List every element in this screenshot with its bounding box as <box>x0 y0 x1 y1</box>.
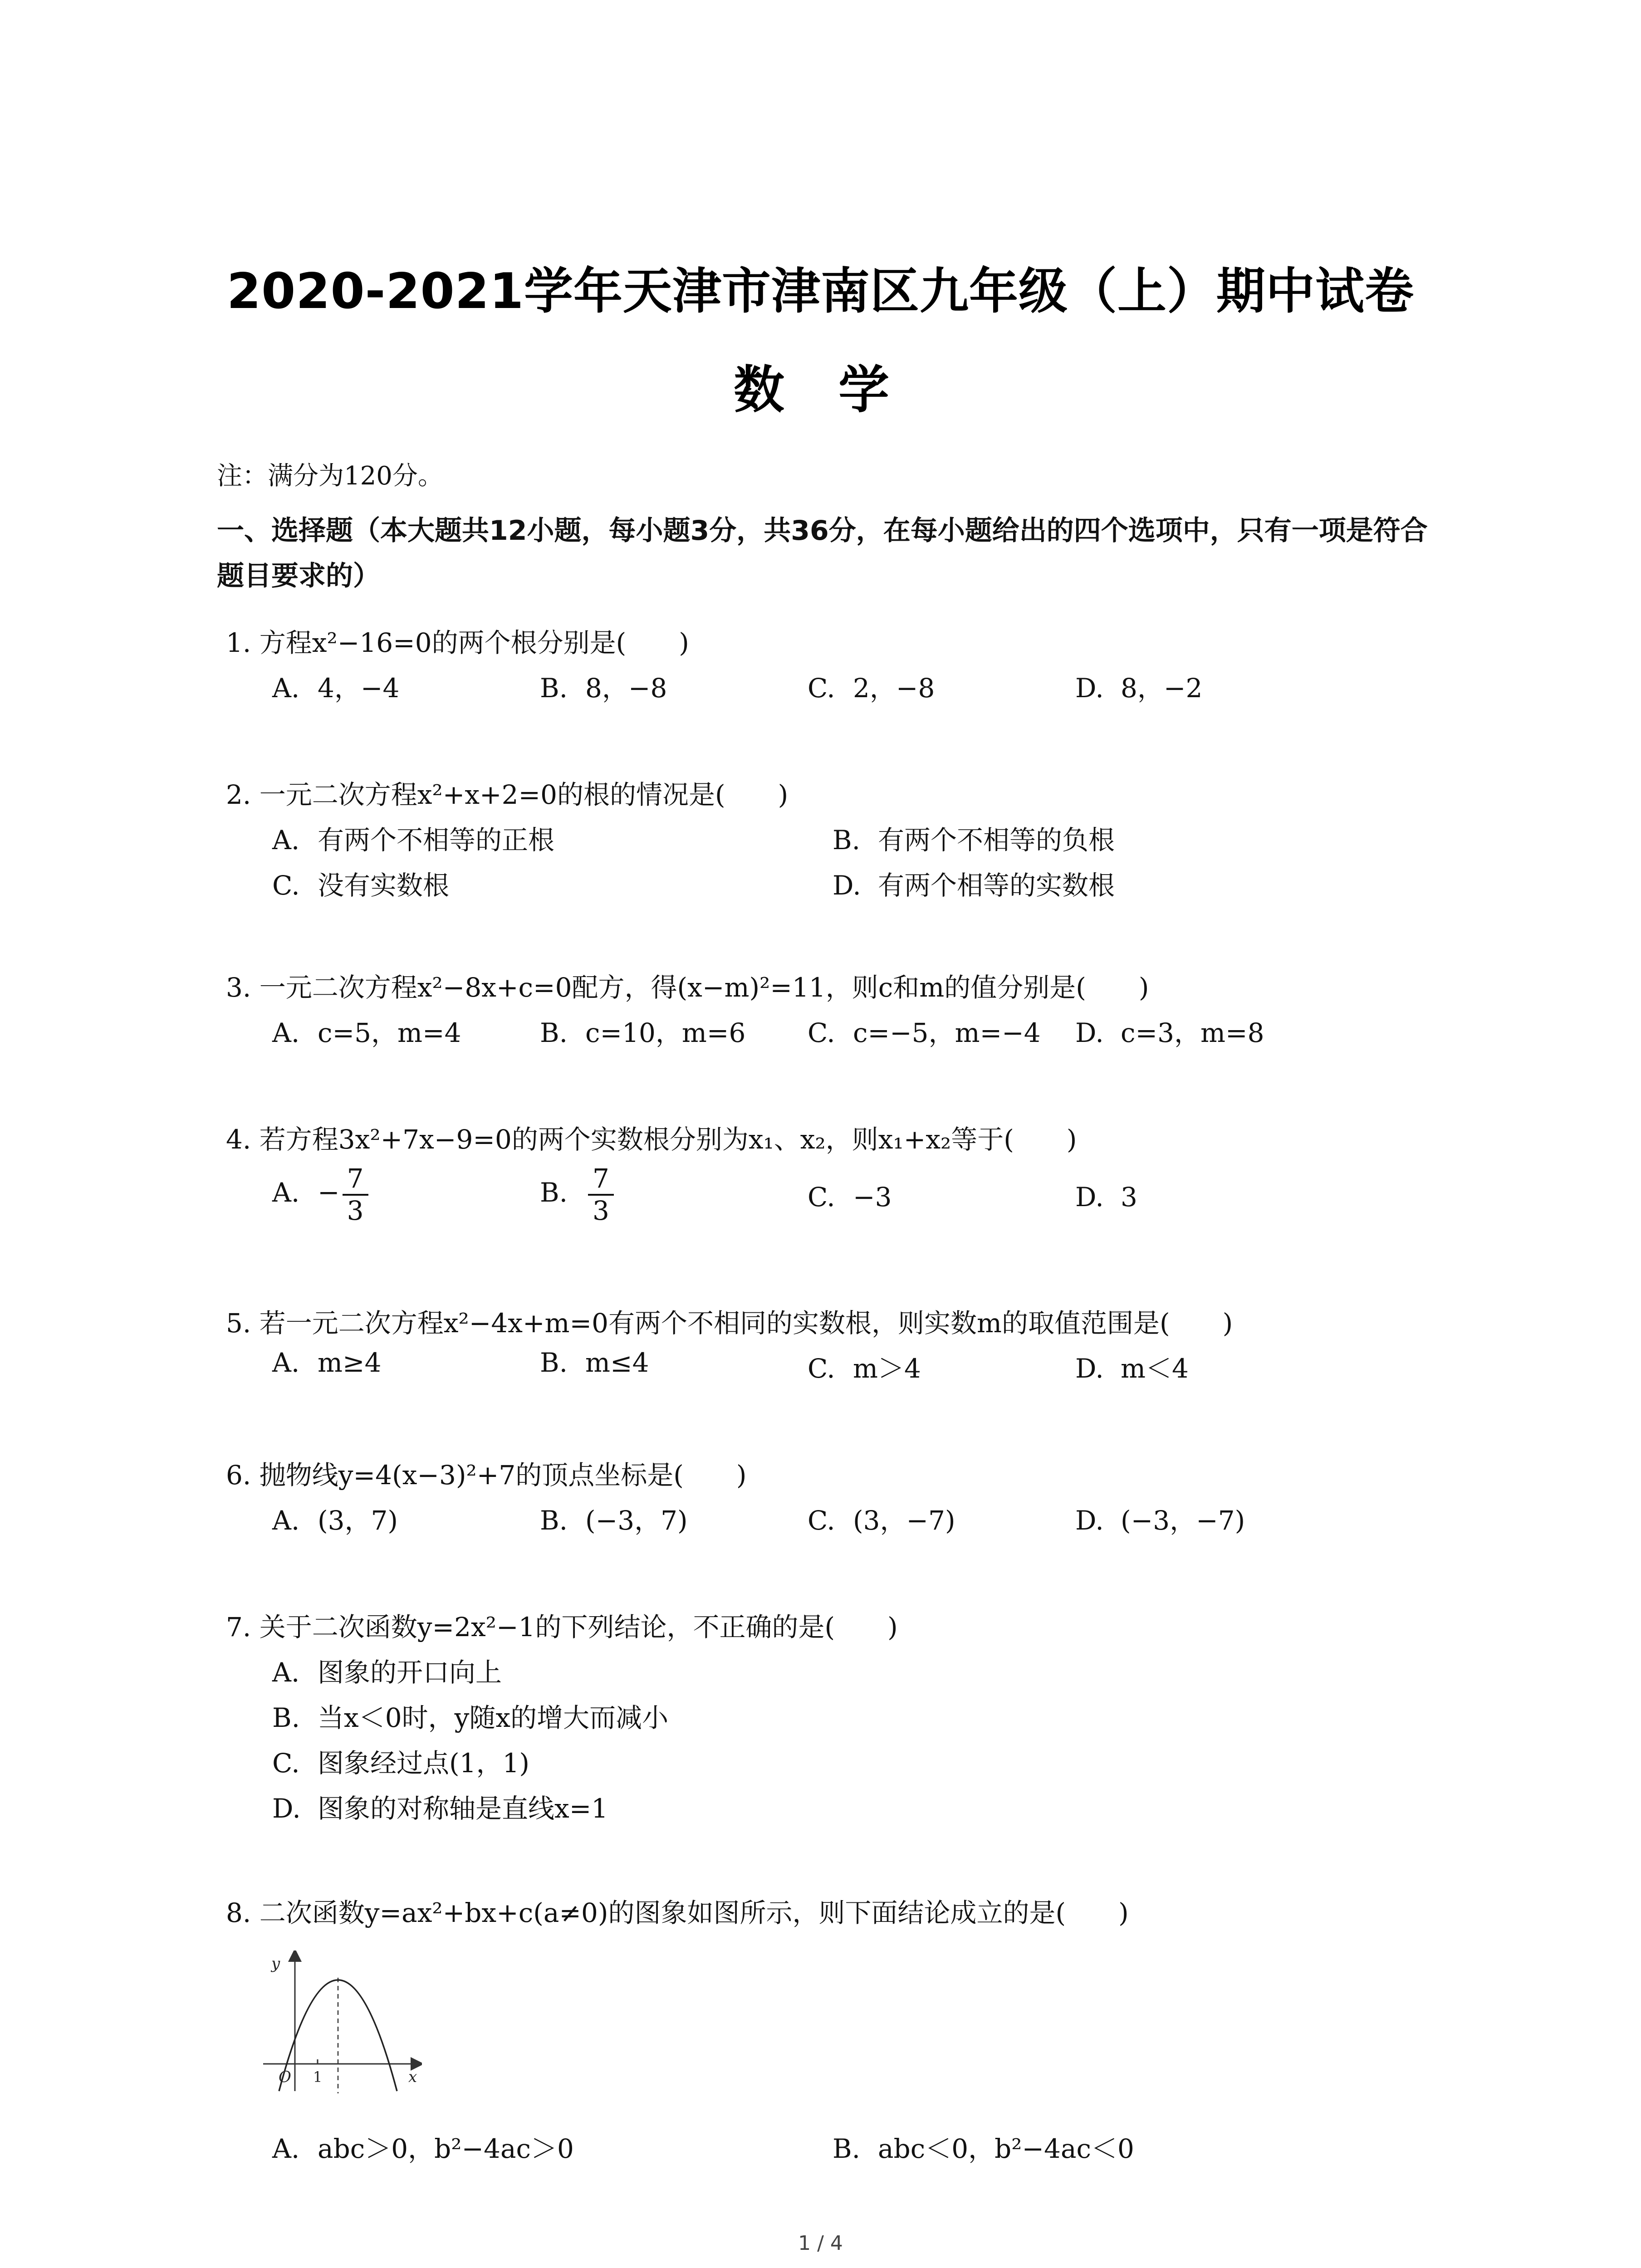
question-2-stem: 2. 一元二次方程x²+x+2=0的根的情况是( ) <box>226 779 789 810</box>
question-2-option-d: D. 有两个相等的实数根 <box>833 870 1115 901</box>
question-5-stem: 5. 若一元二次方程x²−4x+m=0有两个不相同的实数根，则实数m的取值范围是( ) <box>226 1308 1233 1339</box>
parabola-graph <box>259 1950 422 2096</box>
y-axis-label: y <box>271 1955 280 1973</box>
question-4-option-a: A. − $\frac{7}{3}$ <box>272 1163 368 1226</box>
question-3-option-c: C. c=−5，m=−4 <box>808 1017 1041 1048</box>
exam-title: 2020-2021学年天津市津南区九年级（上）期中试卷 <box>227 263 1414 320</box>
question-3-stem: 3. 一元二次方程x²−8x+c=0配方，得(x−m)²=11，则c和m的值分别是( ) <box>226 972 1149 1003</box>
question-4-option-c: C. −3 <box>808 1182 892 1212</box>
question-4-option-b: B. $\frac{7}{3}$ <box>540 1163 614 1226</box>
question-7-option-d: D. 图象的对称轴是直线x=1 <box>272 1793 608 1824</box>
question-1-option-b: B. 8，−8 <box>540 673 667 704</box>
question-2-option-c: C. 没有实数根 <box>272 870 450 901</box>
question-8-option-a: A. abc＞0，b²−4ac＞0 <box>272 2133 574 2164</box>
question-1-stem: 1. 方程x²−16=0的两个根分别是( ) <box>226 627 689 658</box>
question-6-option-b: B. (−3，7) <box>540 1505 688 1536</box>
question-1-option-c: C. 2，−8 <box>808 673 935 704</box>
question-5-option-a: A. m≥4 <box>272 1347 382 1378</box>
question-7-option-c: C. 图象经过点(1，1) <box>272 1748 530 1779</box>
question-6-stem: 6. 抛物线y=4(x−3)²+7的顶点坐标是( ) <box>226 1460 747 1491</box>
question-7-option-a: A. 图象的开口向上 <box>272 1657 502 1688</box>
x-axis-label: x <box>408 2068 417 2086</box>
question-4-option-d: D. 3 <box>1075 1182 1137 1212</box>
question-3-option-b: B. c=10，m=6 <box>540 1017 746 1048</box>
origin-label: O <box>279 2068 291 2086</box>
question-6-option-d: D. (−3，−7) <box>1075 1505 1245 1536</box>
question-8-option-b: B. abc＜0，b²−4ac＜0 <box>833 2133 1134 2164</box>
fraction: $\frac{7}{3}$ <box>588 1163 614 1226</box>
question-5-option-b: B. m≤4 <box>540 1347 649 1378</box>
tick-label-1: 1 <box>313 2068 323 2086</box>
question-1-option-d: D. 8，−2 <box>1075 673 1203 704</box>
fraction: $\frac{7}{3}$ <box>343 1163 368 1226</box>
question-5-option-c: C. m＞4 <box>808 1353 921 1384</box>
section-title-choice: 一、选择题（本大题共12小题，每小题3分，共36分，在每小题给出的四个选项中，只有一项是符合题目要求的） <box>217 515 1428 592</box>
page-number: 1 / 4 <box>798 2232 843 2255</box>
question-3-option-a: A. c=5，m=4 <box>272 1017 461 1048</box>
question-1-option-a: A. 4，−4 <box>272 673 400 704</box>
question-2-option-a: A. 有两个不相等的正根 <box>272 825 555 855</box>
question-8-stem: 8. 二次函数y=ax²+bx+c(a≠0)的图象如图所示，则下面结论成立的是( ) <box>226 1897 1129 1928</box>
question-4-stem: 4. 若方程3x²+7x−9=0的两个实数根分别为x₁、x₂，则x₁+x₂等于( ) <box>226 1124 1077 1155</box>
question-6-option-c: C. (3，−7) <box>808 1505 955 1536</box>
question-2-option-b: B. 有两个不相等的负根 <box>833 825 1115 855</box>
subject-title: 数 学 <box>734 361 907 420</box>
question-5-option-d: D. m＜4 <box>1075 1353 1189 1384</box>
question-7-option-b: B. 当x＜0时，y随x的增大而减小 <box>272 1702 669 1733</box>
question-7-stem: 7. 关于二次函数y=2x²−1的下列结论，不正确的是( ) <box>226 1612 898 1642</box>
score-note: 注：满分为120分。 <box>217 461 443 491</box>
question-3-option-d: D. c=3，m=8 <box>1075 1017 1264 1048</box>
question-6-option-a: A. (3，7) <box>272 1505 398 1536</box>
